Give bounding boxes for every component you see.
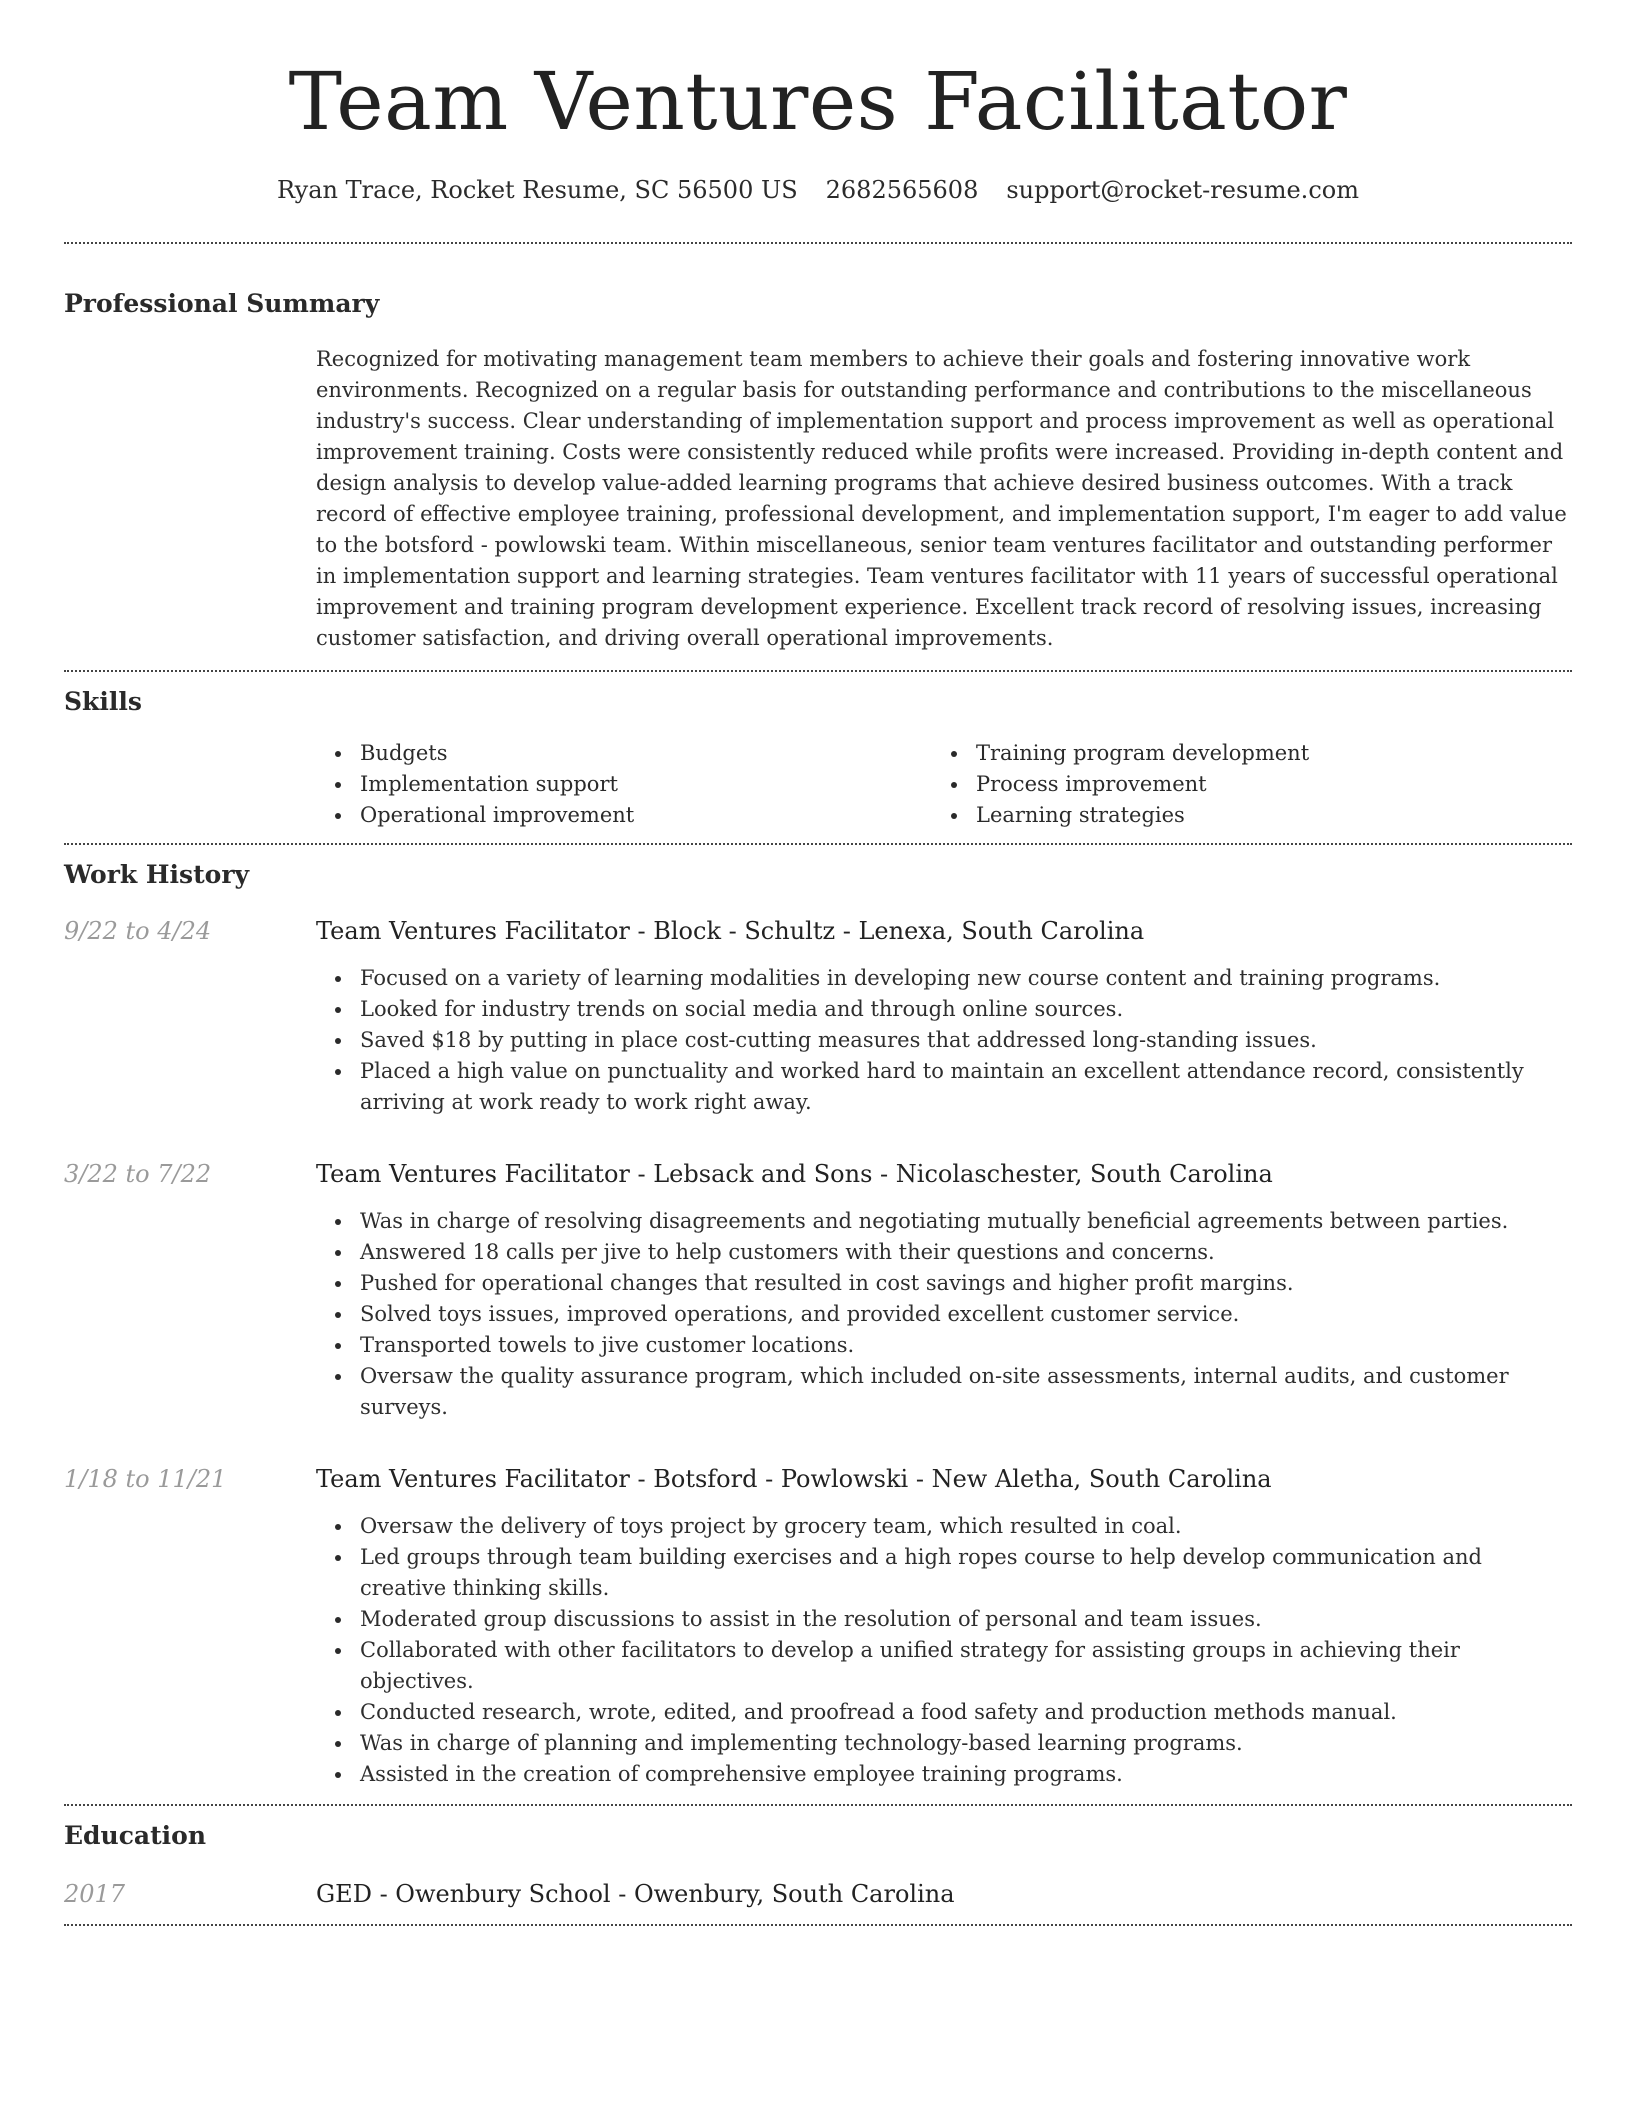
section-divider <box>64 242 1572 244</box>
job-heading: Team Ventures Facilitator - Botsford - Powlowski - New Aletha, South Carolina <box>316 1465 1272 1493</box>
summary-text: Recognized for motivating management team members to achieve their goals and fostering innovative work environments. Recognized on a regular basis for outstanding performance and contributions to the miscellaneous industry's success. Clear understanding of implementation support and process improvement as well as operational improvement training. Costs were consistently reduced while profits were increased. Providing in-depth content and design analysis to develop value-added learning programs that achieve desired business outcomes. With a track record of effective employee training, professional development, and implementation support, I'm eager to add value to the botsford - powlowski team. Within miscellaneous, senior team ventures facilitator and outstanding performer in implementation support and learning strategies. Team ventures facilitator with 11 years of successful operational improvement and training program development experience. Excellent track record of resolving issues, increasing customer satisfaction, and driving overall operational improvements. <box>316 347 1567 650</box>
education-section <box>64 1820 1572 1910</box>
job-bullet: Oversaw the delivery of toys project by grocery team, which resulted in coal. <box>316 1511 1572 1542</box>
job-bullet: Placed a high value on punctuality and worked hard to maintain an excellent attendance record, consistently arriving at work ready to work right away. <box>316 1056 1572 1118</box>
job-bullet: Moderated group discussions to assist in the resolution of personal and team issues. <box>316 1604 1572 1635</box>
education-date: 2017 <box>64 1880 126 1908</box>
job-bullet: Transported towels to jive customer locations. <box>316 1330 1572 1361</box>
job-bullet: Led groups through team building exercises and a high ropes course to help develop communication and creative thinking skills. <box>316 1542 1572 1604</box>
skill-item: Process improvement <box>932 769 1548 800</box>
section-divider <box>64 1804 1572 1806</box>
job-bullet: Solved toys issues, improved operations, and provided excellent customer service. <box>316 1299 1572 1330</box>
skill-item: Training program development <box>932 738 1548 769</box>
job-bullet: Answered 18 calls per jive to help customers with their questions and concerns. <box>316 1237 1572 1268</box>
job-bullets <box>316 963 1572 1118</box>
job-entry <box>64 1463 1572 1790</box>
job-body <box>316 915 1572 1118</box>
job-entry <box>64 1158 1572 1423</box>
skill-item: Learning strategies <box>932 800 1548 831</box>
job-bullet: Saved $18 by putting in place cost-cutting measures that addressed long-standing issues. <box>316 1025 1572 1056</box>
contact-line <box>64 174 1572 206</box>
skill-item: Operational improvement <box>316 800 932 831</box>
skills-section <box>64 686 1572 831</box>
section-divider <box>64 1924 1572 1926</box>
skill-item: Implementation support <box>316 769 932 800</box>
education-heading: Education <box>64 1821 207 1850</box>
contact-email: support@rocket-resume.com <box>1006 176 1359 204</box>
skills-column-left <box>316 738 932 831</box>
summary-section <box>64 288 1572 654</box>
skills-heading: Skills <box>64 687 142 716</box>
work-section <box>64 859 1572 1790</box>
skills-grid <box>316 738 1572 831</box>
job-bullet: Focused on a variety of learning modalities in developing new course content and training programs. <box>316 963 1572 994</box>
education-details: GED - Owenbury School - Owenbury, South Carolina <box>316 1880 955 1908</box>
job-entry <box>64 915 1572 1118</box>
job-bullet: Conducted research, wrote, edited, and proofread a food safety and production methods manual. <box>316 1697 1572 1728</box>
education-entry <box>64 1878 1572 1910</box>
skills-column-right <box>932 738 1548 831</box>
job-heading: Team Ventures Facilitator - Block - Schultz - Lenexa, South Carolina <box>316 917 1145 945</box>
job-bullet: Collaborated with other facilitators to develop a unified strategy for assisting groups in achieving their objectives. <box>316 1635 1572 1697</box>
job-body <box>316 1158 1572 1423</box>
job-heading: Team Ventures Facilitator - Lebsack and Sons - Nicolaschester, South Carolina <box>316 1160 1273 1188</box>
contact-address: Ryan Trace, Rocket Resume, SC 56500 US <box>277 176 798 204</box>
resume-title: Team Ventures Facilitator <box>288 55 1348 148</box>
skill-item: Budgets <box>316 738 932 769</box>
job-bullet: Assisted in the creation of comprehensive employee training programs. <box>316 1759 1572 1790</box>
job-bullets <box>316 1206 1572 1423</box>
summary-heading: Professional Summary <box>64 289 380 318</box>
job-dates: 1/18 to 11/21 <box>64 1465 227 1493</box>
job-dates: 3/22 to 7/22 <box>64 1160 212 1188</box>
contact-phone: 2682565608 <box>825 176 979 204</box>
job-bullet: Oversaw the quality assurance program, which included on-site assessments, internal audits, and customer surveys. <box>316 1361 1572 1423</box>
section-divider <box>64 670 1572 672</box>
job-bullets <box>316 1511 1572 1790</box>
job-bullet: Looked for industry trends on social media and through online sources. <box>316 994 1572 1025</box>
resume-page <box>64 0 1572 1926</box>
job-bullet: Pushed for operational changes that resulted in cost savings and higher profit margins. <box>316 1268 1572 1299</box>
job-body <box>316 1463 1572 1790</box>
section-divider <box>64 843 1572 845</box>
job-dates: 9/22 to 4/24 <box>64 917 212 945</box>
work-heading: Work History <box>64 860 250 889</box>
job-bullet: Was in charge of planning and implementing technology-based learning programs. <box>316 1728 1572 1759</box>
job-bullet: Was in charge of resolving disagreements and negotiating mutually beneficial agreements between parties. <box>316 1206 1572 1237</box>
